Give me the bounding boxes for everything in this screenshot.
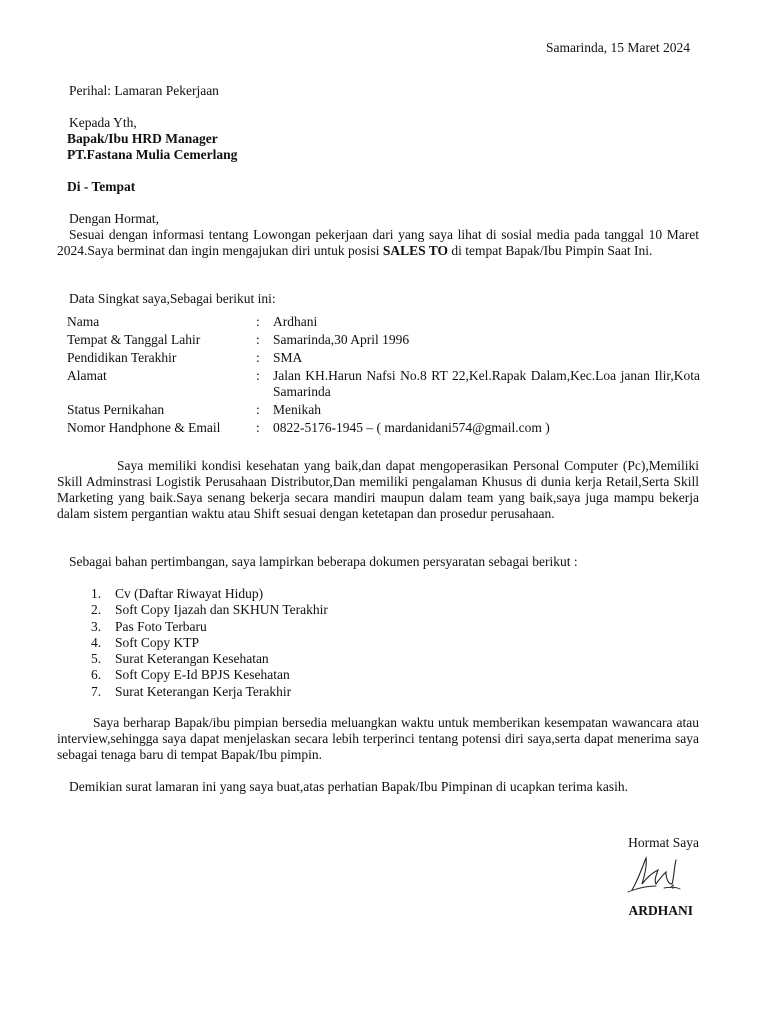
list-text: Soft Copy KTP <box>115 634 200 650</box>
intro-text-start: Sesuai dengan informasi tentang Lowongan pekerjaan dari yang saya lihat di sosial media pada tanggal 10 Maret 2024.Saya berminat dan ingin mengajukan diri untuk posisi <box>57 227 699 258</box>
position-name: SALES TO <box>382 243 448 258</box>
list-number: 6. <box>91 667 102 683</box>
list-text: Surat Keterangan Kesehatan <box>115 651 269 667</box>
data-label: Tempat & Tanggal Lahir <box>67 332 201 347</box>
data-label: Pendidikan Terakhir <box>67 350 177 365</box>
list-number: 5. <box>91 651 102 667</box>
greeting: Dengan Hormat, <box>69 211 159 226</box>
list-item <box>67 651 328 667</box>
intro-paragraph <box>57 227 699 259</box>
data-row <box>67 350 700 366</box>
data-value: Menikah <box>273 402 321 417</box>
handwritten-signature <box>624 850 684 898</box>
data-colon: : <box>256 314 260 329</box>
data-colon: : <box>256 332 260 347</box>
letter-date: Samarinda, 15 Maret 2024 <box>546 40 690 55</box>
list-text: Pas Foto Terbaru <box>115 618 207 634</box>
list-number: 3. <box>91 618 102 634</box>
list-item <box>67 619 328 635</box>
letter-subject: Perihal: Lamaran Pekerjaan <box>69 83 219 98</box>
data-row <box>67 314 700 330</box>
personal-data-table <box>67 314 700 438</box>
addressee-line: Kepada Yth, <box>69 115 137 130</box>
list-number: 1. <box>91 586 102 601</box>
data-label: Nomor Handphone & Email <box>67 420 221 435</box>
data-colon: : <box>256 368 260 383</box>
data-intro: Data Singkat saya,Sebagai berikut ini: <box>69 291 276 306</box>
data-row <box>67 368 700 400</box>
list-number: 7. <box>91 683 102 699</box>
list-item <box>67 586 328 602</box>
attachments-list <box>67 586 328 700</box>
data-label: Alamat <box>67 368 107 383</box>
list-item <box>67 684 328 700</box>
data-colon: : <box>256 420 260 435</box>
closing-sentence: Demikian surat lamaran ini yang saya buat,atas perhatian Bapak/Ibu Pimpinan di ucapkan terima kasih. <box>69 779 628 794</box>
data-value: SMA <box>273 350 303 365</box>
hope-paragraph: Saya berharap Bapak/ibu pimpian bersedia meluangkan waktu untuk memberikan kesempatan wawancara atau interview,sehingga saya dapat menjelaskan secara lebih terperinci tentang potensi diri saya,serta dapat menerima saya sebagai tenaga baru di tempat Bapak/Ibu pimpin. <box>57 715 699 762</box>
list-text: Surat Keterangan Kerja Terakhir <box>115 683 292 699</box>
list-text: Cv (Daftar Riwayat Hidup) <box>115 586 264 601</box>
data-row <box>67 420 700 436</box>
data-label: Nama <box>67 314 100 329</box>
regards-line: Hormat Saya <box>628 835 699 850</box>
data-colon: : <box>256 402 260 417</box>
skills-paragraph: Saya memiliki kondisi kesehatan yang baik,dan dapat mengoperasikan Personal Computer (Pc),Memiliki Skill Adminstrasi Logistik Perusahaan Distributor,Dan memiliki pengalaman Khusus di dunia kerja Retail,Serta Skill Marketing yang baik.Saya senang bekerja secara mandiri maupun dalam team yang baik,saya juga mampu bekerja dalam sistem pergantian waktu atau Shift sesuai dengan ketetapan dan prosedur perusahaan. <box>57 458 699 521</box>
signer-name: ARDHANI <box>628 903 693 918</box>
list-number: 2. <box>91 602 102 618</box>
data-label: Status Pernikahan <box>67 402 165 417</box>
attachments-intro: Sebagai bahan pertimbangan, saya lampirkan beberapa dokumen persyaratan sebagai berikut : <box>69 554 578 569</box>
recipient-title: Bapak/Ibu HRD Manager <box>67 131 218 146</box>
data-value: Jalan KH.Harun Nafsi No.8 RT 22,Kel.Rapak Dalam,Kec.Loa janan Ilir,Kota Samarinda <box>273 368 700 399</box>
data-row <box>67 332 700 348</box>
data-colon: : <box>256 350 260 365</box>
recipient-company: PT.Fastana Mulia Cemerlang <box>67 147 238 162</box>
list-text: Soft Copy E-Id BPJS Kesehatan <box>115 667 290 683</box>
list-item <box>67 635 328 651</box>
list-item <box>67 602 328 618</box>
data-value: 0822-5176-1945 – ( mardanidani574@gmail.com ) <box>273 420 550 435</box>
list-number: 4. <box>91 634 102 650</box>
list-text: Soft Copy Ijazah dan SKHUN Terakhir <box>115 602 328 618</box>
intro-text-end: di tempat Bapak/Ibu Pimpin Saat Ini. <box>448 243 653 258</box>
data-value: Ardhani <box>273 314 318 329</box>
recipient-location: Di - Tempat <box>67 179 136 194</box>
data-value: Samarinda,30 April 1996 <box>273 332 410 347</box>
list-item <box>67 667 328 683</box>
data-row <box>67 402 700 418</box>
